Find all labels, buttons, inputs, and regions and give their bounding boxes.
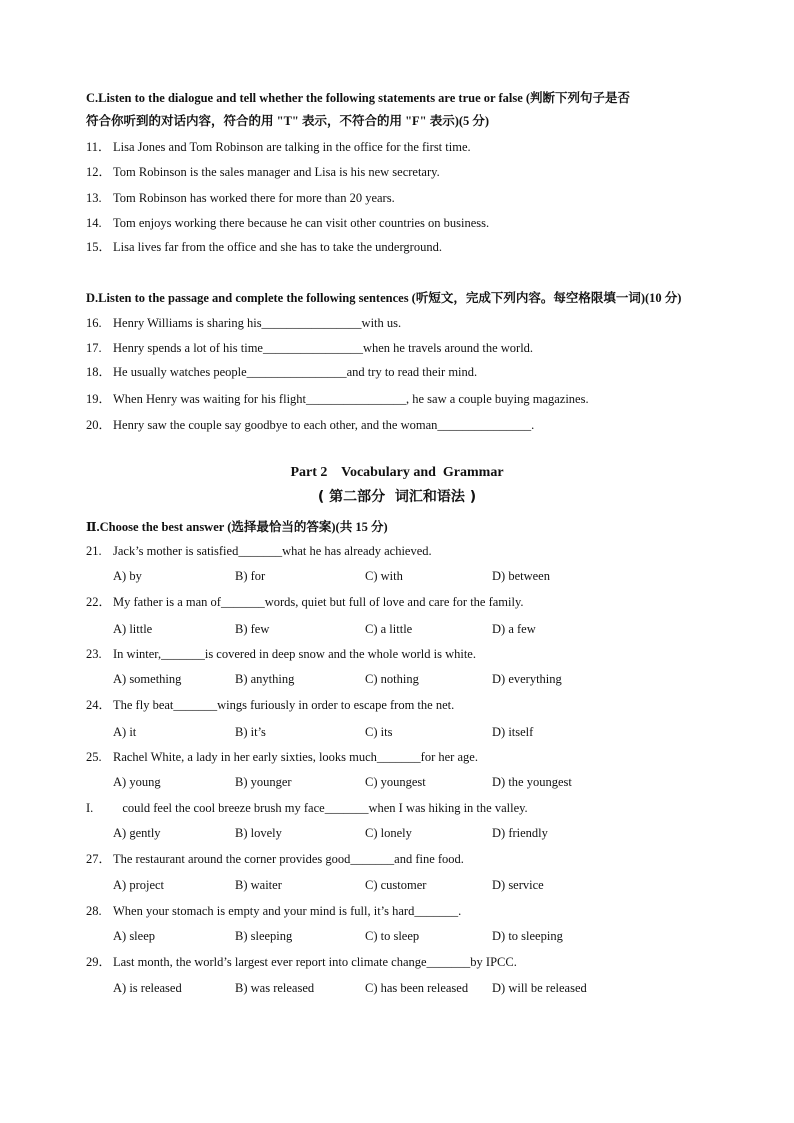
- question-number: 19．: [86, 392, 112, 406]
- sentence-text: When Henry was waiting for his flight________________, he saw a couple buying magazines.: [113, 392, 589, 406]
- statement-11: [86, 139, 706, 155]
- option-a: A) is released: [113, 981, 182, 995]
- statement-text: Lisa Jones and Tom Robinson are talking in the office for the first time.: [113, 140, 471, 154]
- question-number: 18．: [86, 365, 112, 379]
- option-c: C) to sleep: [365, 929, 420, 943]
- question-29: [86, 954, 706, 970]
- options-25: [113, 774, 673, 790]
- section-d-heading: D.Listen to the passage and complete the following sentences (听短文，完成下列内容。每空格限填一词)(10 分): [86, 291, 682, 305]
- question-number: 16.: [86, 316, 102, 330]
- question-stem: In winter,_______is covered in deep snow and the whole world is white.: [113, 647, 476, 661]
- option-c: C) customer: [365, 878, 427, 892]
- option-d: D) service: [492, 878, 544, 892]
- question-number: 17.: [86, 341, 102, 355]
- question-23: [86, 646, 706, 662]
- question-number: 22．: [86, 595, 112, 609]
- option-b: B) sleeping: [235, 929, 293, 943]
- option-a: A) project: [113, 878, 165, 892]
- statement-text: Tom Robinson has worked there for more than 20 years.: [113, 191, 395, 205]
- question-number: 15．: [86, 240, 112, 254]
- option-d: D) to sleeping: [492, 929, 563, 943]
- question-stem: Jack’s mother is satisfied_______what he has already achieved.: [113, 544, 432, 558]
- question-21: [86, 543, 706, 559]
- sentence-20: [86, 417, 706, 433]
- question-number: 13.: [86, 191, 102, 205]
- option-a: A) by: [113, 569, 142, 583]
- question-number: I.: [86, 801, 94, 815]
- question-number: 27．: [86, 852, 112, 866]
- question-stem: The fly beat_______wings furiously in order to escape from the net.: [113, 698, 455, 712]
- option-c: C) has been released: [365, 981, 469, 995]
- option-d: D) a few: [492, 622, 536, 636]
- option-c: C) lonely: [365, 826, 412, 840]
- option-c: C) nothing: [365, 672, 419, 686]
- option-c: C) its: [365, 725, 393, 739]
- section-c-heading-line2: 符合你听到的对话内容，符合的用 "T" 表示，不符合的用 "F" 表示)(5 分): [86, 114, 490, 128]
- options-28: [113, 928, 673, 944]
- question-stem: When your stomach is empty and your mind is full, it’s hard_______.: [113, 904, 462, 918]
- question-number: 28.: [86, 904, 102, 918]
- option-c: C) youngest: [365, 775, 426, 789]
- option-a: A) young: [113, 775, 161, 789]
- options-22: [113, 621, 673, 637]
- option-b: B) for: [235, 569, 266, 583]
- options-26: [113, 825, 673, 841]
- option-b: B) it’s: [235, 725, 266, 739]
- question-25: [86, 749, 706, 765]
- part-2-subtitle: ( 第二部分 词汇和语法 ): [317, 489, 477, 505]
- option-d: D) the youngest: [492, 775, 572, 789]
- statement-14: [86, 215, 706, 231]
- question-number: 25.: [86, 750, 102, 764]
- option-a: A) something: [113, 672, 182, 686]
- question-28: [86, 903, 706, 919]
- sentence-17: [86, 340, 706, 356]
- question-27: [86, 851, 706, 867]
- sentence-text: He usually watches people________________and try to read their mind.: [113, 365, 478, 379]
- question-stem: Last month, the world’s largest ever report into climate change_______by IPCC.: [113, 955, 517, 969]
- option-a: A) gently: [113, 826, 161, 840]
- question-22: [86, 594, 706, 610]
- option-c: C) a little: [365, 622, 413, 636]
- question-number: 29．: [86, 955, 112, 969]
- part-2-title: Part 2 Vocabulary and Grammar: [290, 465, 504, 480]
- question-number: 11．: [86, 140, 111, 154]
- question-number: 23.: [86, 647, 102, 661]
- option-b: B) anything: [235, 672, 295, 686]
- option-b: B) was released: [235, 981, 315, 995]
- question-stem: Rachel White, a lady in her early sixties, looks much_______for her age.: [113, 750, 478, 764]
- options-29: [113, 980, 673, 996]
- option-d: D) everything: [492, 672, 562, 686]
- option-b: B) few: [235, 622, 270, 636]
- option-b: B) waiter: [235, 878, 282, 892]
- question-number: 12．: [86, 165, 112, 179]
- section-c-heading-line1: C.Listen to the dialogue and tell whether the following statements are true or false (判断下列句子是否: [86, 91, 631, 105]
- statement-text: Tom enjoys working there because he can visit other countries on business.: [113, 216, 490, 230]
- option-b: B) younger: [235, 775, 292, 789]
- statement-text: Tom Robinson is the sales manager and Lisa is his new secretary.: [113, 165, 440, 179]
- question-26: [86, 800, 706, 816]
- question-24: [86, 697, 706, 713]
- option-a: A) little: [113, 622, 153, 636]
- section-ii-heading: Ⅱ.Choose the best answer (选择最恰当的答案)(共 15 分): [86, 520, 388, 534]
- statement-12: [86, 164, 706, 180]
- option-d: D) will be released: [492, 981, 587, 995]
- sentence-18: [86, 364, 706, 380]
- sentence-16: [86, 315, 706, 331]
- option-a: A) it: [113, 725, 137, 739]
- options-21: [113, 568, 673, 584]
- options-24: [113, 724, 673, 740]
- option-b: B) lovely: [235, 826, 282, 840]
- sentence-text: Henry saw the couple say goodbye to each other, and the woman_______________.: [113, 418, 535, 432]
- question-number: 24．: [86, 698, 112, 712]
- question-stem: The restaurant around the corner provides good_______and fine food.: [113, 852, 464, 866]
- sentence-19: [86, 391, 706, 407]
- question-number: 21.: [86, 544, 102, 558]
- sentence-text: Henry Williams is sharing his________________with us.: [113, 316, 402, 330]
- options-27: [113, 877, 673, 893]
- option-d: D) friendly: [492, 826, 548, 840]
- question-stem: My father is a man of_______words, quiet but full of love and care for the family.: [113, 595, 524, 609]
- statement-13: [86, 190, 706, 206]
- option-c: C) with: [365, 569, 403, 583]
- option-d: D) between: [492, 569, 550, 583]
- question-stem: could feel the cool breeze brush my face_______when I was hiking in the valley.: [113, 801, 528, 815]
- statement-15: [86, 239, 706, 255]
- statement-text: Lisa lives far from the office and she has to take the underground.: [113, 240, 442, 254]
- options-23: [113, 671, 673, 687]
- question-number: 20．: [86, 418, 112, 432]
- option-d: D) itself: [492, 725, 534, 739]
- question-number: 14.: [86, 216, 102, 230]
- option-a: A) sleep: [113, 929, 155, 943]
- sentence-text: Henry spends a lot of his time________________when he travels around the world.: [113, 341, 534, 355]
